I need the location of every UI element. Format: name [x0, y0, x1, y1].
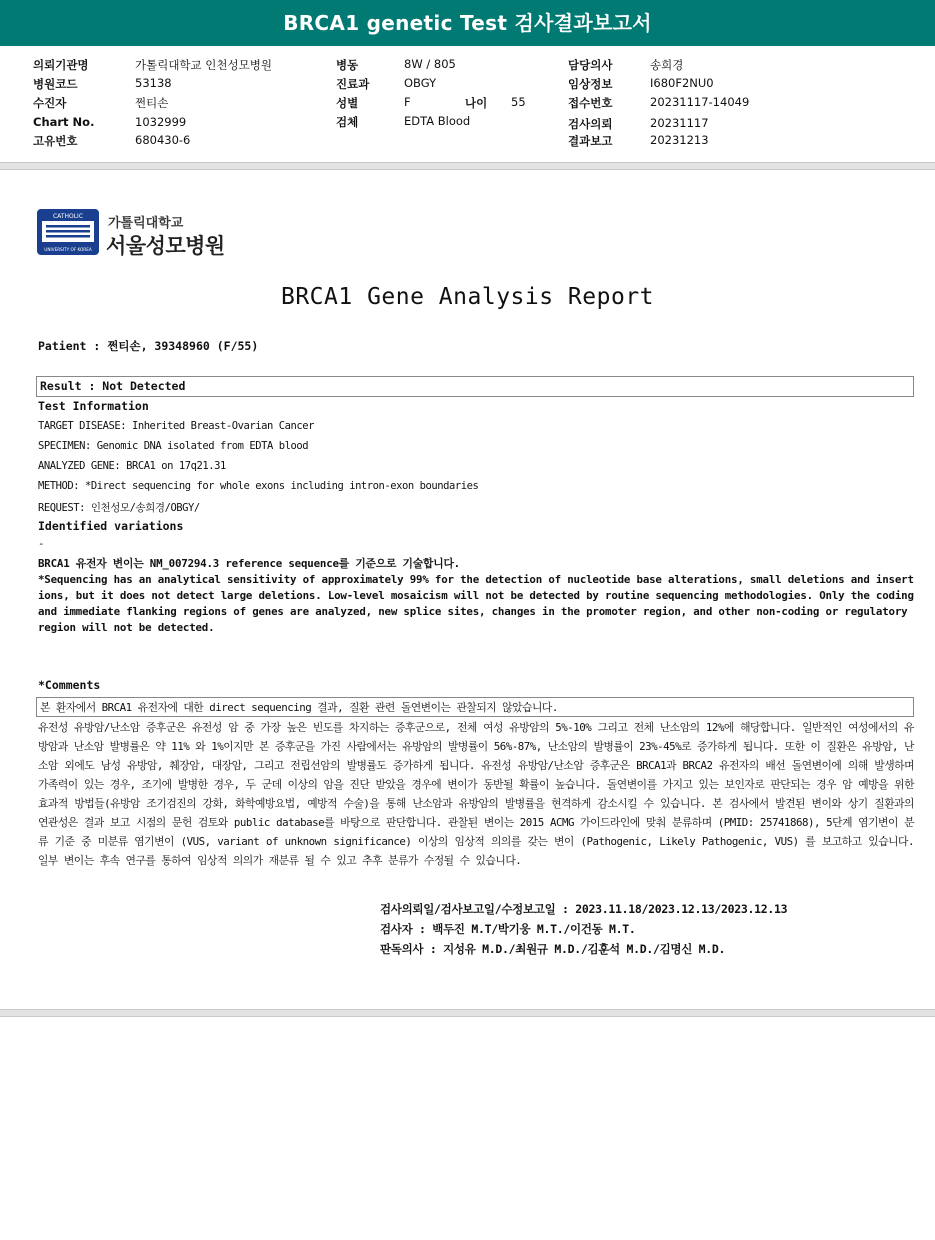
- report-title: BRCA1 Gene Analysis Report: [280, 284, 655, 310]
- value-unique-no: 680430-6: [135, 133, 191, 147]
- emblem-top-text: CATHOLIC: [52, 213, 84, 220]
- logo-university-name: 가톨릭대학교: [108, 216, 184, 231]
- value-sex: F: [404, 95, 411, 109]
- value-report-date: 20231213: [650, 133, 709, 147]
- identified-variations-label: Identified variations: [38, 519, 184, 533]
- emblem-bottom-text: UNIVERSITY OF KOREA: [44, 247, 92, 252]
- result-box: Result : Not Detected: [36, 376, 914, 397]
- test-information-label: Test Information: [38, 399, 149, 413]
- label-department: 진료과: [336, 77, 370, 91]
- label-hospital-code: 병원코드: [33, 77, 78, 91]
- label-request-date: 검사의뢰: [568, 117, 613, 131]
- request-info: REQUEST: 인천성모/송희경/OBGY/: [38, 502, 200, 514]
- label-sex: 성별: [336, 96, 359, 110]
- analyzed-gene: ANALYZED GENE: BRCA1 on 17q21.31: [38, 460, 226, 472]
- comment-body: 유전성 유방암/난소암 증후군은 유전성 암 중 가장 높은 빈도를 차지하는 증후군으로, 전체 여성 유방암의 5%-10% 그리고 전체 난소암의 12%에 해당합니다. 일반적인 여성에서의 유방암과 난소암 발병률은 약 11% 와 1%이지만 본 증후군을 가진 사람에서는 유방암의 발병률이 56%-87%, 난소암의 발병률이 23%-45%로 증가하게 됩니다. 또한 이 질환은 유방암, 난소암 외에도 남성 유방암, 췌장암, 대장암, 그리고 전립선암의 발병률도 증가하게 됩니다. 유전성 유방암/난소암 증후군은 BRCA1과 BRCA2 유전자의 배선 돌연변이에 의해 발생하며 가족력이 있는 경우, 조기에 발병한 경우, 두 군데 이상의 암을 진단 받았을 경우에 변이가 동반될 확률이 높습니다. 돌연변이를 가지고 있는 보인자로 판단되는 경우 암 예방을 위한 효과적 방법들(유방암 조기검진의 강화, 화학예방요법, 예방적 수술)을 통해 난소암과 유방암의 발병률을 현격하게 감소시킬 수 있습니다. 본 검사에서 발견된 변이와 상기 질환과의 연관성은 결과 보고 시점의 문헌 검토와 public database를 바탕으로 판단합니다. 관찰된 변이는 2015 ACMG 가이드라인에 맞춰 분류하며 (PMID: 25741868), 5단계 염기변이 분류 기준 중 미분류 염기변이 (VUS, variant of unknown significance) 이상의 임상적 의의를 갖는 변이 (Pathogenic, Likely Pathogenic, VUS) 를 보고하고 있습니다. 일부 변이는 후속 연구를 통하여 임상적 의의가 재분류 될 수 있고 추후 분류가 수정될 수 있습니다.: [38, 721, 914, 867]
- label-patient-name: 수진자: [33, 96, 67, 110]
- label-institution: 의뢰기관명: [33, 58, 89, 72]
- value-ward: 8W / 805: [404, 57, 456, 71]
- reference-block: [38, 556, 916, 636]
- reference-sequence-line: BRCA1 유전자 변이는 NM_007294.3 reference sequence를 기준으로 기술합니다.: [38, 557, 460, 570]
- value-chart-no: 1032999: [135, 115, 187, 129]
- label-age: 나이: [465, 96, 488, 110]
- value-clinical-info: I680F2NU0: [650, 76, 714, 90]
- method-info: METHOD: *Direct sequencing for whole exons including intron-exon boundaries: [38, 480, 479, 492]
- label-receipt-no: 접수번호: [568, 96, 613, 110]
- logo-hospital-name: 서울성모병원: [106, 234, 225, 258]
- value-institution: 가톨릭대학교 인천성모병원: [135, 58, 272, 72]
- top-separator: [0, 162, 935, 170]
- report-title-bar: BRCA1 genetic Test 검사결과보고서: [0, 0, 935, 46]
- label-report-date: 결과보고: [568, 134, 613, 148]
- value-request-date: 20231117: [650, 116, 709, 130]
- label-doctor: 담당의사: [568, 58, 613, 72]
- comments-label: *Comments: [38, 678, 101, 692]
- hospital-logo-emblem: [36, 208, 100, 260]
- physician-line: 판독의사 : 지성유 M.D./최원규 M.D./김훈석 M.D./김명신 M.D.: [380, 942, 726, 956]
- value-doctor: 송희경: [650, 58, 684, 72]
- value-department: OBGY: [404, 76, 437, 90]
- label-ward: 병동: [336, 58, 359, 72]
- value-hospital-code: 53138: [135, 76, 172, 90]
- value-receipt-no: 20231117-14049: [650, 95, 750, 109]
- patient-line: Patient : 쩐티손, 39348960 (F/55): [38, 339, 259, 353]
- identified-variations-value: -: [38, 538, 44, 550]
- examiner-line: 검사자 : 백두진 M.T/박기웅 M.T./이건동 M.T.: [380, 922, 636, 936]
- sensitivity-note: *Sequencing has an analytical sensitivity of approximately 99% for the detection of nucleotide base alterations, small deletions and insertions, but it does not detect large deletions. Low-level mosaicism will not be detected by routine sequencing methodologies. Only the coding and immediate flanking regions of genes are analyzed, new splice sites, changes in the promoter region, and other non-coding or regulatory region will not be detected.: [38, 573, 914, 634]
- comment-summary-box: 본 환자에서 BRCA1 유전자에 대한 direct sequencing 결과, 질환 관련 돌연변이는 관찰되지 않았습니다.: [36, 697, 914, 717]
- dates-line: 검사의뢰일/검사보고일/수정보고일 : 2023.11.18/2023.12.13/2023.12.13: [380, 902, 788, 916]
- specimen-info: SPECIMEN: Genomic DNA isolated from EDTA blood: [38, 440, 309, 452]
- label-unique-no: 고유번호: [33, 134, 78, 148]
- bottom-separator: [0, 1009, 935, 1017]
- label-clinical-info: 임상정보: [568, 77, 613, 91]
- value-patient-name: 쩐티손: [135, 96, 169, 110]
- header-info: [0, 54, 935, 154]
- target-disease: TARGET DISEASE: Inherited Breast-Ovarian Cancer: [38, 420, 314, 432]
- value-specimen: EDTA Blood: [404, 114, 471, 128]
- label-specimen: 검체: [336, 115, 359, 129]
- value-age: 55: [511, 95, 526, 109]
- label-chart-no: Chart No.: [33, 115, 95, 129]
